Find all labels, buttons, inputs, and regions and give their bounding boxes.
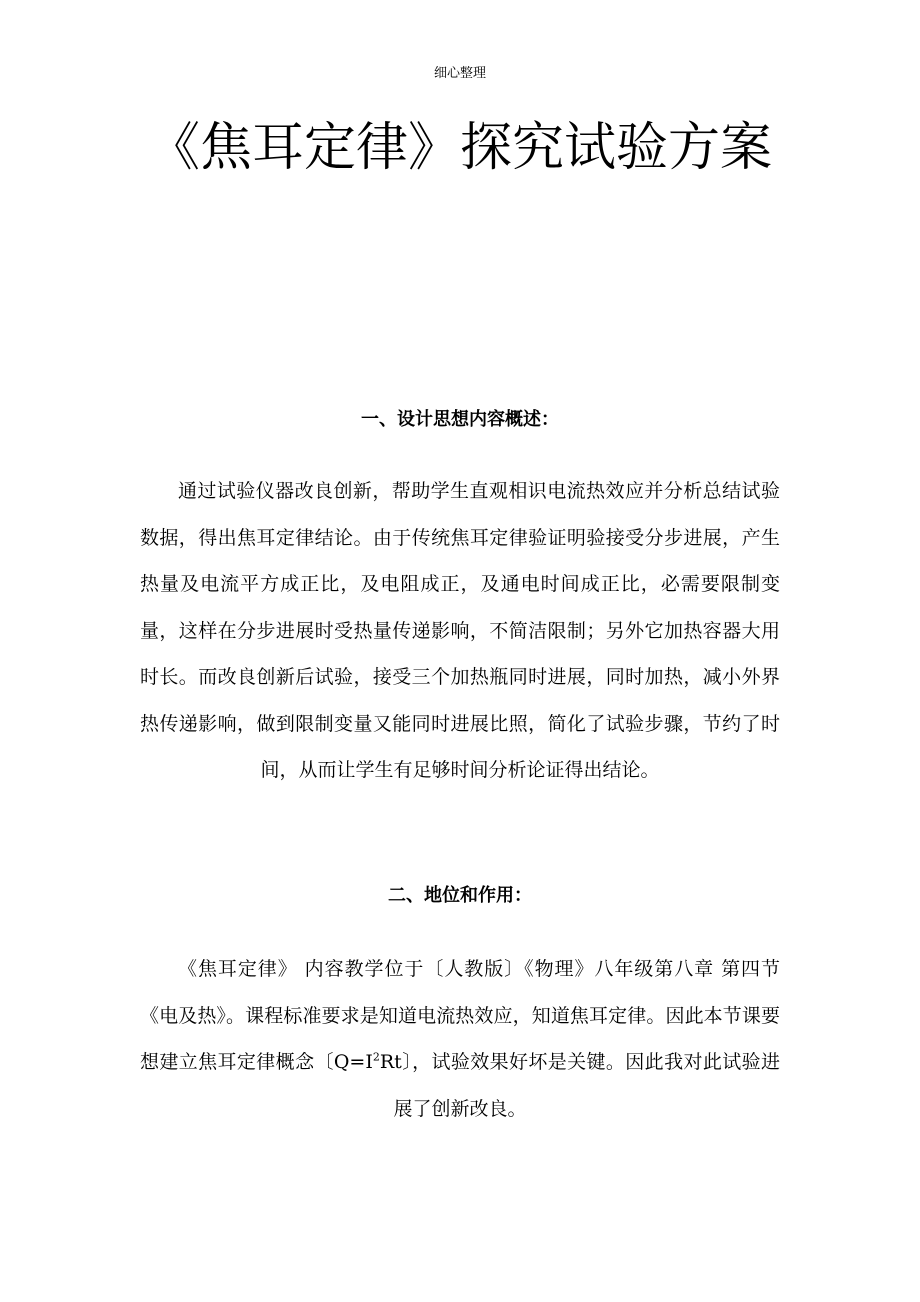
paragraph-position-role — [140, 946, 780, 1132]
header-note: 细心整理 — [433, 66, 486, 81]
section-heading-position-role: 二、地位和作用： — [388, 885, 532, 906]
formula — [334, 1051, 402, 1073]
section-heading-design-idea: 一、设计思想内容概述： — [361, 409, 559, 430]
document-title: 《焦耳定律》探究试验方案 — [147, 118, 772, 178]
paragraph-design-idea: 通过试验仪器改良创新，帮助学生直观相识电流热效应并分析总结试验数据，得出焦耳定律结论。由于传统焦耳定律验证明验接受分步进展，产生热量及电流平方成正比，及电阻成正，及通电时间成正比，必需要限制变量，这样在分步进展时受热量传递影响，不简洁限制；另外它加热容器大用时长。而改良创新后试验，接受三个加热瓶同时进展，同时加热，减小外界热传递影响，做到限制变量又能同时进展比照，简化了试验步骤，节约了时间，从而让学生有足够时间分析论证得出结论。 — [140, 480, 780, 781]
paragraph-text-after-formula: 〕，试验效果好坏是关键。因此我对此试验进展了创新改良。 — [393, 1051, 780, 1120]
formula-exponent: 2 — [372, 1050, 380, 1064]
paragraph-text-before-formula: 《焦耳定律》 内容教学位于〔人教版〕《物理》八年级第八章 第四节《电及热》。课程标准要求是知道电流热效应，知道焦耳定律。因此本节课要想建立焦耳定律概念〔 — [140, 958, 780, 1073]
formula-base: Q=I — [333, 1051, 373, 1073]
formula-rest: Rt — [379, 1051, 402, 1073]
